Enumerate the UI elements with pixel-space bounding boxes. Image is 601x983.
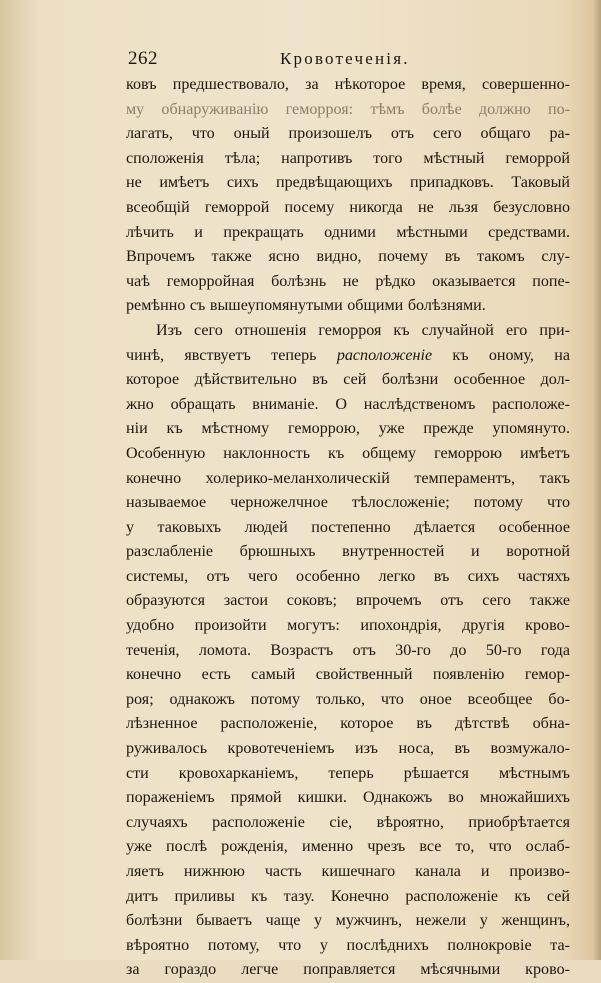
text-line: дитъ приливы къ тазу. Конечно расположеніе къ сей [126, 887, 570, 905]
text-line: роя; однакожъ потому только, что оное всеобщее бо- [126, 690, 570, 708]
page-number: 262 [128, 48, 158, 69]
text-line: ремѣнно съ вышеупомянутыми общими болѣзнями. [126, 297, 486, 315]
text-line: пораженіемъ прямой кишки. Однакожъ во множайшихъ [126, 789, 570, 807]
text-line: ніи къ мѣстному геморрою, уже прежде упомянуто. [126, 420, 570, 438]
text-line: Впрочемъ также ясно видно, почему въ такомъ слу- [126, 248, 570, 266]
text-line: всеобщій геморрой посему никогда не льзя безусловно [126, 198, 570, 216]
text-line: разслабленіе брюшныхъ внутренностей и воротной [126, 543, 570, 561]
text-line: руживалось кровотеченіемъ изъ носа, въ возмужало- [126, 740, 570, 758]
text-line: называемое черножелчное тѣлосложеніе; потому что [126, 494, 570, 512]
text-line: которое дѣйствительно въ сей болѣзни особенное дол- [126, 371, 570, 389]
text-line: жно обращать вниманіе. О наслѣдственомъ расположе- [126, 395, 570, 413]
text-line: случаяхъ расположеніе сіе, вѣроятно, приобрѣтается [126, 813, 570, 831]
text-line: лѣзненное расположеніе, которое въ дѣтствѣ обна- [126, 715, 570, 733]
text-line: теченія, ломота. Возрастъ отъ 30-го до 50-го года [126, 641, 570, 659]
text-line: системы, отъ чего особенно легко въ сихъ частяхъ [126, 567, 570, 585]
text-line: у таковыхъ людей постепенно дѣлается особенное [126, 518, 570, 536]
text-line: не имѣетъ сихъ предвѣщающихъ припадковъ. Таковый [126, 174, 570, 192]
text-line [126, 344, 570, 369]
text-line: Особенную наклонность къ общему геморрою имѣетъ [126, 444, 570, 462]
text-line: уже послѣ рожденія, именно чрезъ все то, что ослаб- [126, 838, 570, 856]
running-head: Кровотеченія. [280, 49, 410, 68]
text-line: сти кровохарканіемъ, теперь рѣшается мѣстнымъ [126, 764, 570, 782]
paragraph-first-line: Изъ сего отношенія геморроя къ случайной его при- [156, 321, 570, 339]
text-line: му обнаруживанію геморроя: тѣмъ болѣе должно по- [126, 100, 570, 118]
text-line: ковъ предшествовало, за нѣкоторое время, совершенно- [126, 76, 570, 93]
text-line: лагать, что оный произошелъ отъ сего общаго ра- [126, 125, 570, 143]
text-line: конечно холерико-меланхолическій темпераментъ, такъ [126, 469, 570, 487]
page-header [128, 48, 548, 74]
text-line: лѣчить и прекращать одними мѣстными средствами. [126, 223, 570, 241]
text-line: чаѣ геморройная болѣзнь не рѣдко оказывается попе- [126, 272, 570, 290]
text-run: чинѣ, явствуетъ теперь [126, 346, 337, 364]
text-line: сположенія тѣла; напротивъ того мѣстный геморрой [126, 149, 570, 167]
italic-term: расположеніе [336, 346, 433, 364]
page-edge-shadow [593, 0, 601, 960]
text-line: образуются застои соковъ; впрочемъ отъ сего также [126, 592, 570, 610]
text-line: за гораздо легче поправляется мѣсячными крово- [126, 961, 570, 979]
text-line: ляетъ нижнюю часть кишечнаго канала и произво- [126, 863, 570, 880]
text-line: болѣзни бываетъ чаще у мужчинъ, нежели у женщинъ, [126, 912, 570, 930]
body-text [126, 73, 570, 983]
text-line: вѣроятно потому, что у послѣднихъ полнокровіе та- [126, 936, 570, 954]
text-line: конечно есть самый свойственный появленію гемор- [126, 666, 570, 684]
text-line: удобно произойти могутъ: ипохондрія, другія крово- [126, 617, 570, 635]
text-run: къ оному, на [432, 346, 570, 364]
